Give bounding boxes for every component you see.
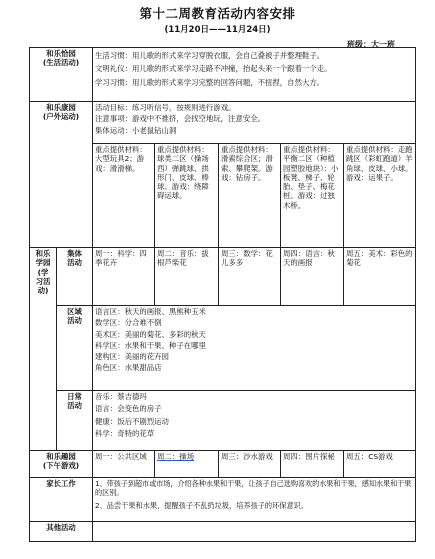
other-row xyxy=(30,522,416,542)
other-label: 其他活动 xyxy=(30,522,93,542)
study-daily-row xyxy=(30,391,416,451)
afternoon-row xyxy=(30,451,416,478)
outdoor-day-3: 重点提供材料：滑索综合区；滑索、攀爬架。游戏：钻房子。 xyxy=(219,144,281,248)
outdoor-goal: 活动目标：练习听信号，按规则进行游戏。 xyxy=(95,103,236,112)
life-item: 生活习惯：用儿歌的形式来学习穿脱衣服，会自己叠被子并整理鞋子。 xyxy=(95,51,325,60)
study-area-row xyxy=(30,306,416,391)
family-item: 2、品尝干果和水果，提醒孩子不乱扔垃圾，培养孩子的环保意识。 xyxy=(95,501,309,510)
area-item: 美术区：美丽的菊花、多彩的秋天 xyxy=(95,329,206,339)
family-label: 家长工作 xyxy=(30,478,93,522)
area-item: 语言区：秋天的画报、黑熊种玉米 xyxy=(95,307,206,316)
area-activity-label: 区域 活动 xyxy=(57,306,93,391)
page-title: 第十二周教育活动内容安排 xyxy=(139,6,296,21)
afternoon-label: 和乐趣园 (下午游戏) xyxy=(30,451,93,478)
outdoor-goal-row xyxy=(30,102,416,144)
outdoor-day-1: 重点提供材料：大型玩具2；游戏：滑滑梯。 xyxy=(93,144,155,248)
date-range: (11月20日——11月24日) xyxy=(164,25,271,35)
class-label: 班级：大一班 xyxy=(347,40,395,49)
life-content xyxy=(93,48,416,102)
afternoon-day-5: 周五：CS游戏 xyxy=(344,451,416,478)
life-item: 文明礼仪：用儿歌的形式来学习走路不冲撞，抬起头来一个跟着一个走。 xyxy=(95,64,332,74)
outdoor-day-2: 重点提供材料：球类二区（操场西）弹跳球、拱形门、皮球、棒球。游戏：绕障碍运球。 xyxy=(155,144,219,248)
schedule-table xyxy=(29,47,416,542)
daily-item: 健康：饭后不剧烈运动 xyxy=(95,416,169,426)
daily-activity-label: 日常 活动 xyxy=(57,391,93,451)
afternoon-day-4: 周四：图片探秘 xyxy=(281,451,344,478)
outdoor-general xyxy=(93,102,416,144)
afternoon-day-1: 周一：公共区域 xyxy=(93,451,155,478)
daily-item: 语言：会变色的房子 xyxy=(95,404,162,414)
group-day-3: 周三：数学：花儿多多 xyxy=(219,248,281,306)
daily-item: 科学：奇特的花草 xyxy=(95,428,155,438)
area-item: 角色区：水果甜品店 xyxy=(95,363,162,373)
outdoor-day-5: 重点提供材料：走跑跳区（彩虹跑道）羊角球、皮球、小球。游戏：运果子。 xyxy=(344,144,416,248)
family-item: 1、带孩子到超市或市场，介绍各种水果和干果，让孩子自己选购喜欢的水果和干果，感知水果和干果的区别。 xyxy=(95,479,412,497)
group-activity-label: 集体 活动 xyxy=(57,248,93,306)
group-day-2: 周二：音乐：拔根芦柴花 xyxy=(155,248,219,306)
life-label: 和乐恰园 (生活活动) xyxy=(30,48,93,102)
afternoon-day-2: 周二：操场 xyxy=(155,451,219,478)
outdoor-label: 和乐康园 (户外运动) xyxy=(30,102,93,248)
daily-activity-content xyxy=(93,391,416,451)
group-day-1: 周一：科学：四季花卉 xyxy=(93,248,155,306)
outdoor-day-4: 重点提供材料：平衡二区（种植园塑胶地块）：小板凳、梯子、轮胎、垫子、梅花桩。游戏：过独木桥。 xyxy=(281,144,344,248)
area-item: 建构区：美丽的花卉园 xyxy=(95,352,169,361)
daily-item: 音乐：蔡吉德玛 xyxy=(95,392,147,401)
group-day-4: 周四：语言：秋天的画报 xyxy=(281,248,344,306)
study-group-row xyxy=(30,248,416,306)
area-item: 科学区：水果和干果、种子在哪里 xyxy=(95,340,206,350)
life-item: 学习习惯：用儿歌的形式来学习完整的回答问题，不扭捏，自然大方。 xyxy=(95,77,325,87)
other-content xyxy=(93,522,416,542)
area-item: 数学区：分合难不倒 xyxy=(95,318,162,328)
study-label: 和乐 学园 (学 习活 动) xyxy=(30,248,57,451)
family-row xyxy=(30,478,416,522)
outdoor-note: 注意事项：游戏中不推挤，会找空地玩，注意安全。 xyxy=(95,114,266,124)
area-activity-content xyxy=(93,306,416,391)
family-content xyxy=(93,478,416,522)
outdoor-group: 集体运动：小老鼠钻山洞 xyxy=(95,125,177,135)
afternoon-day-3: 周三：沙水游戏 xyxy=(219,451,281,478)
life-row xyxy=(30,48,416,102)
group-day-5: 周五：美术：彩色的菊花 xyxy=(344,248,416,306)
